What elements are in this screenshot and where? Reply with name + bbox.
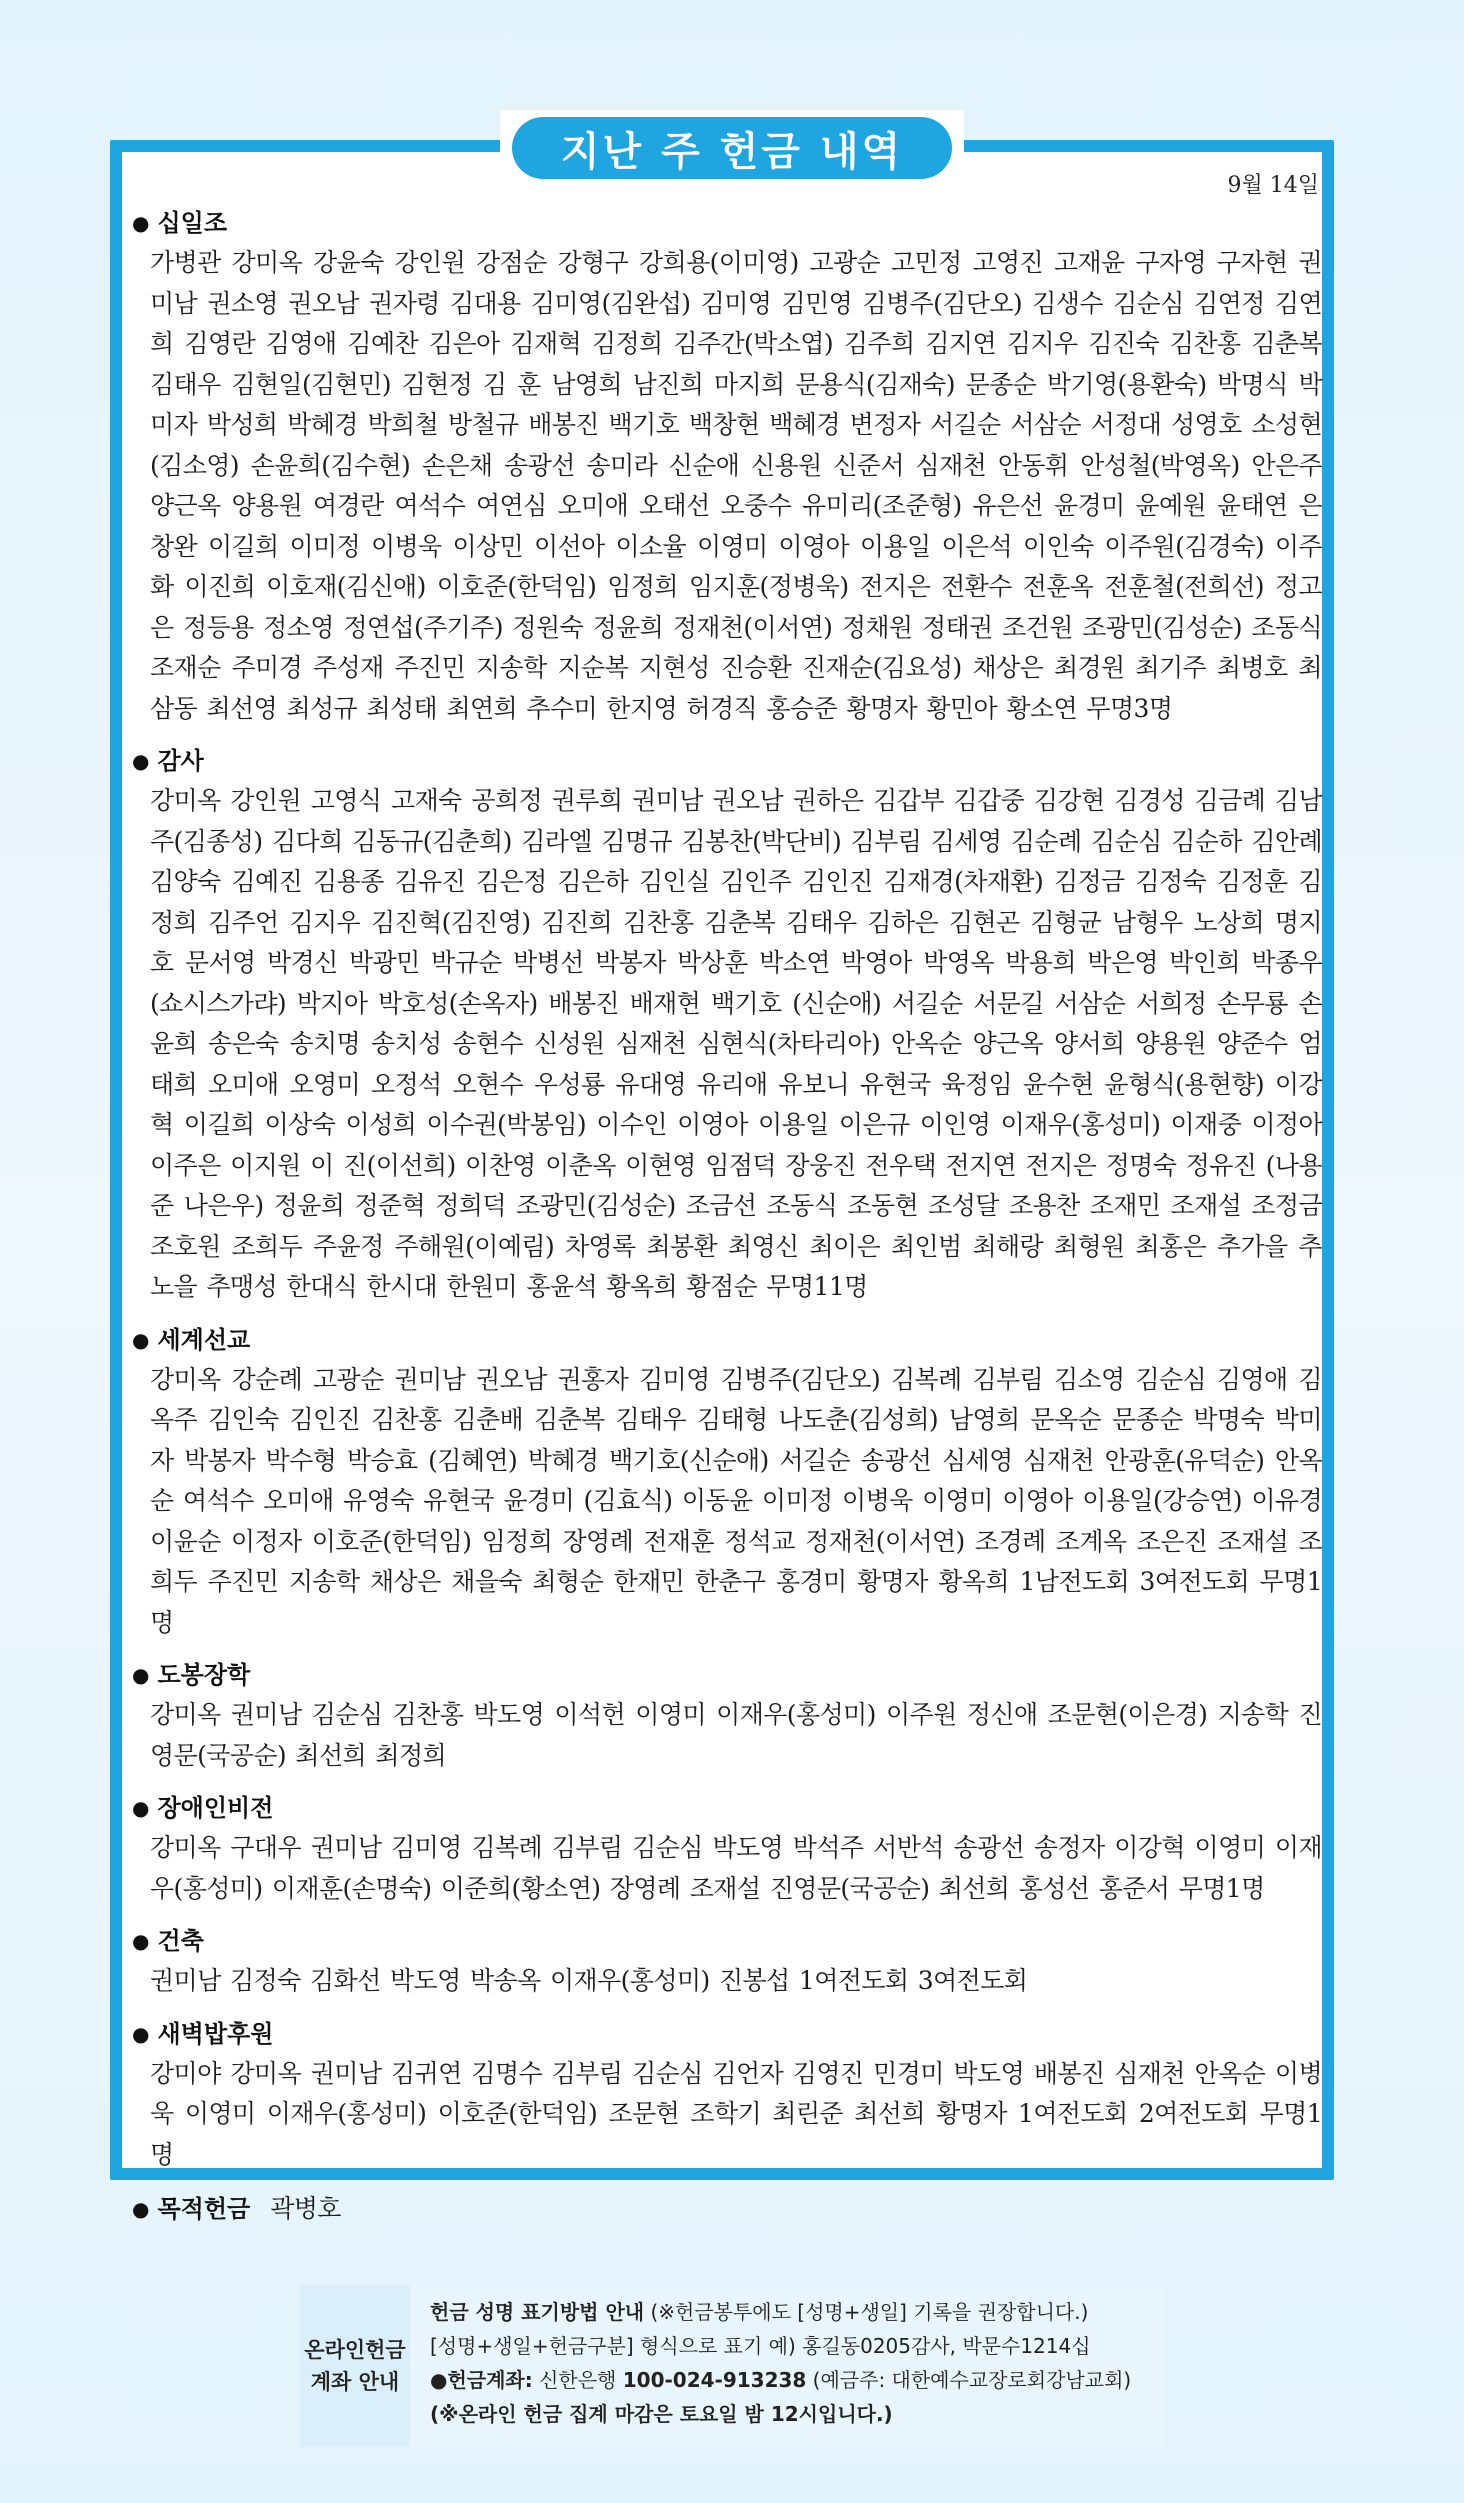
- bullet-icon: ●: [132, 2197, 150, 2222]
- section-title: 십일조: [157, 209, 228, 237]
- section-dobong-scholarship: [132, 1657, 1322, 1776]
- info-text: [410, 2285, 1164, 2447]
- page-title: 지난 주 헌금 내역: [512, 117, 952, 179]
- section-names: 강미옥 강인원 고영식 고재숙 공희정 권루희 권미남 권오남 권하은 김갑부 김갑중 김강현 김경성 김금례 김남주(김종성) 김다희 김동규(김춘희) 김라엘 김명규 김봉찬(박단비) 김부림 김세영 김순례 김순심 김순하 김안례 김양숙 김예진 김용종 김유진 김은정 김은하 김인실 김인주 김인진 김재경(차재환) 김정금 김정숙 김정훈 김정희 김주언 김지우 김진혁(김진영) 김진희 김찬홍 김춘복 김태우 김하은 김현곤 김형균 남형우 노상희 명지호 문서영 박경신 박광민 박규순 박병선 박봉자 박상훈 박소연 박영아 박영옥 박용희 박은영 박인희 박종우(쇼시스가랴) 박지아 박호성(손옥자) 배봉진 배재현 백기호 (신순애) 서길순 서문길 서삼순 서희정 손무룡 손윤희 송은숙 송치명 송치성 송현수 신성원 심재천 심현식(차타리아) 안옥순 양근옥 양서희 양용원 양준수 엄태희 오미애 오영미 오정석 오현수 우성룡 유대영 유리애 유보니 유현국 육정임 윤수현 윤형식(용현향) 이강혁 이길희 이상숙 이성희 이수권(박봉임) 이수인 이영아 이용일 이은규 이인영 이재우(홍성미) 이재중 이정아 이주은 이지원 이 진(이선희) 이찬영 이춘옥 이현영 임점덕 장웅진 전우택 전지연 전지은 정명숙 정유진 (나용준 나은우) 정윤희 정준혁 정희덕 조광민(김성순) 조금선 조동식 조동현 조성달 조용찬 조재민 조재설 조정금 조호원 조희두 주윤정 주해원(이예림) 차영록 최봉환 최영신 최이은 최인범 최해랑 최형원 최홍은 추가을 추노을 추맹성 한대식 한시대 한원미 홍윤석 황옥희 황점순 무명11명: [150, 786, 1322, 1301]
- bank-account: ●헌금계좌: 신한은행 100-024-913238 (예금주: 대한예수교장로회강남교회): [430, 2368, 1132, 2392]
- section-title: 목적헌금: [157, 2195, 251, 2224]
- section-title: 새벽밥후원: [157, 2019, 274, 2048]
- offering-date: 9월 14일: [1227, 173, 1319, 198]
- section-tithe: [132, 205, 1322, 729]
- section-dawn-meal-support: [132, 2016, 1322, 2176]
- section-designated-offering: [132, 2189, 1322, 2230]
- offering-list: [132, 205, 1322, 2244]
- bullet-icon: ●: [132, 1796, 150, 1820]
- info-label: 온라인헌금 계좌 안내: [304, 2338, 406, 2394]
- name-format-guide: 헌금 성명 표기방법 안내 (※헌금봉투에도 [성명+생일] 기록을 권장합니다.): [430, 2300, 1089, 2324]
- title-badge: [500, 110, 964, 186]
- section-title: 도봉장학: [157, 1661, 251, 1689]
- bullet-icon: ●: [132, 211, 150, 235]
- section-names: 권미남 김정숙 김화선 박도영 박송옥 이재우(홍성미) 진봉섭 1여전도회 3여전도회: [150, 1966, 1028, 1995]
- section-names: 강미옥 강순례 고광순 권미남 권오남 권홍자 김미영 김병주(김단오) 김복례 김부림 김소영 김순심 김영애 김옥주 김인숙 김인진 김찬홍 김춘배 김춘복 김태우 김태형 나도춘(김성희) 남영희 문옥순 문종순 박명숙 박미자 박봉자 박수형 박승효 (김혜연) 박혜경 백기호(신순애) 서길순 송광선 심세영 심재천 안광훈(유덕순) 안옥순 여석수 오미애 유영숙 유현국 윤경미 (김효식) 이동윤 이미정 이병욱 이영미 이영아 이용일(강승연) 이유경 이윤순 이정자 이호준(한덕임) 임정희 장영례 전재훈 정석교 정재천(이서연) 조경례 조계옥 조은진 조재설 조희두 주진민 지송학 채상은 채을숙 최형순 한재민 한춘구 홍경미 황명자 황옥희 1남전도회 3여전도회 무명1명: [150, 1364, 1322, 1637]
- bullet-icon: ●: [132, 1327, 150, 1352]
- bullet-icon: ●: [132, 1663, 150, 1687]
- section-names: 곽병호: [270, 2194, 341, 2223]
- section-names: 강미옥 구대우 권미남 김미영 김복례 김부림 김순심 박도영 박석주 서반석 송광선 송정자 이강혁 이영미 이재우(홍성미) 이재훈(손명숙) 이준희(황소연) 장영례 조재설 진영문(국공순) 최선희 홍성선 홍준서 무명1명: [150, 1833, 1322, 1903]
- section-disability-vision: [132, 1790, 1322, 1909]
- name-format-example: [성명+생일+헌금구분] 형식으로 표기 예) 홍길동0205감사, 박문수1214십: [430, 2334, 1091, 2358]
- bullet-icon: ●: [132, 749, 150, 773]
- section-title: 감사: [157, 747, 204, 775]
- deadline-notice: (※온라인 헌금 집계 마감은 토요일 밤 12시입니다.): [430, 2402, 893, 2426]
- section-title: 세계선교: [157, 1325, 251, 1354]
- account-number: 100-024-913238: [622, 2368, 807, 2392]
- section-world-mission: [132, 1322, 1322, 1644]
- section-names: 가병관 강미옥 강윤숙 강인원 강점순 강형구 강희용(이미영) 고광순 고민정 고영진 고재윤 구자영 구자현 권미남 권소영 권오남 권자령 김대용 김미영(김완섭) 김미영 김민영 김병주(김단오) 김생수 김순심 김연정 김연희 김영란 김영애 김예찬 김은아 김재혁 김정희 김주간(박소엽) 김주희 김지연 김지우 김진숙 김찬홍 김춘복 김태우 김현일(김현민) 김현정 김 훈 남영희 남진희 마지희 문용식(김재숙) 문종순 박기영(용환숙) 박명식 박미자 박성희 박혜경 박희철 방철규 배봉진 백기호 백창현 백혜경 변정자 서길순 서삼순 서정대 성영호 소성현(김소영) 손윤희(김수현) 손은채 송광선 송미라 신순애 신용원 신준서 심재천 안동휘 안성철(박영옥) 안은주 양근옥 양용원 여경란 여석수 여연심 오미애 오태선 오중수 유미리(조준형) 유은선 윤경미 윤예원 윤태연 은창완 이길희 이미정 이병욱 이상민 이선아 이소율 이영미 이영아 이용일 이은석 이인숙 이주원(김경숙) 이주화 이진희 이호재(김신애) 이호준(한덕임) 임정희 임지훈(정병욱) 전지은 전환수 전훈옥 전훈철(전희선) 정고은 정등용 정소영 정연섭(주기주) 정원숙 정윤희 정재천(이서연) 정채원 정태권 조건원 조광민(김성순) 조동식 조재순 주미경 주성재 주진민 지송학 지순복 지현성 진승환 진재순(김요성) 채상은 최경원 최기주 최병호 최삼동 최선영 최성규 최성태 최연희 추수미 한지영 허경직 홍승준 황명자 황민아 황소연 무명3명: [150, 248, 1322, 723]
- section-title: 장애인비전: [157, 1794, 274, 1822]
- bullet-icon: ●: [132, 2021, 150, 2046]
- section-names: 강미야 강미옥 권미남 김귀연 김명수 김부림 김순심 김언자 김영진 민경미 박도영 배봉진 심재천 안옥순 이병욱 이영미 이재우(홍성미) 이호준(한덕임) 조문현 조학기 최린준 최선희 황명자 1여전도회 2여전도회 무명1명: [150, 2058, 1322, 2169]
- section-names: 강미옥 권미남 김순심 김찬홍 박도영 이석헌 이영미 이재우(홍성미) 이주원 정신애 조문현(이은경) 지송학 진영문(국공순) 최선희 최정희: [150, 1700, 1322, 1770]
- section-thanksgiving: [132, 743, 1322, 1308]
- section-building: [132, 1923, 1322, 2002]
- bullet-icon: ●: [132, 1929, 150, 1953]
- online-offering-info: [300, 2285, 1164, 2447]
- section-title: 건축: [157, 1927, 204, 1955]
